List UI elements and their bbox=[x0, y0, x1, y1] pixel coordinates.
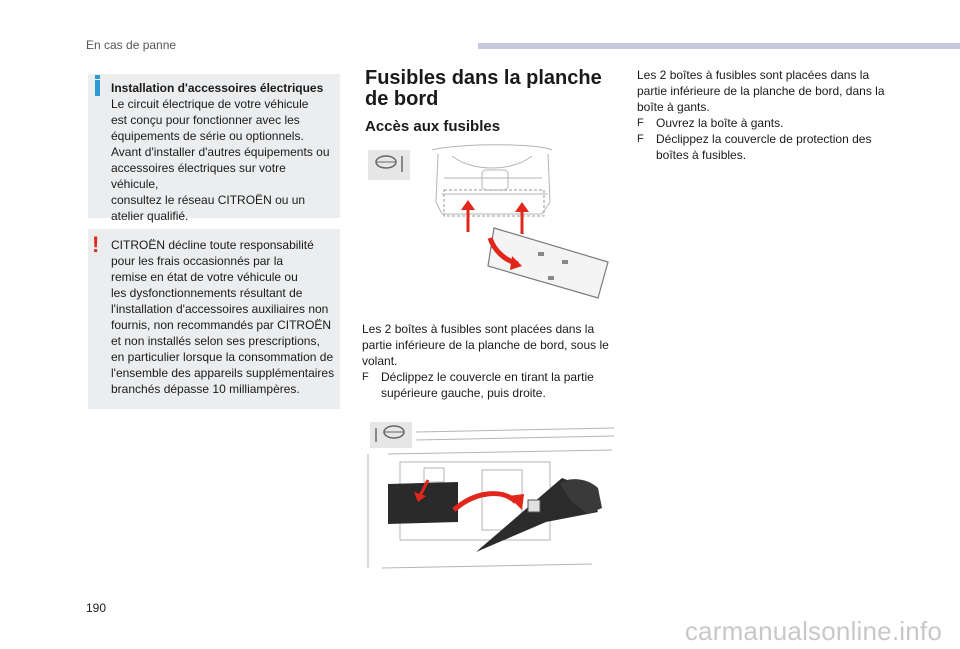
watermark: carmanualsonline.info bbox=[684, 616, 942, 646]
page-number: 190 bbox=[86, 601, 107, 615]
header-title: En cas de panne bbox=[86, 38, 177, 52]
info-box-text: Le circuit électrique de votre véhicule est conçu pour fonctionner avec les équipements de série ou optionnels. Avant d'installer d'autres équipements ou accessoires électriques sur votre véhicule, consultez le réseau CITROËN ou un atelier qualifié. bbox=[111, 97, 330, 223]
under-wheel-paragraph: Les 2 boîtes à fusibles sont placées dans la partie inférieure de la planche de bord, sous le volant. bbox=[362, 322, 609, 368]
fusebox-glovebox-illustration bbox=[362, 418, 616, 578]
info-box-title: Installation d'accessoires électriques bbox=[111, 81, 324, 95]
pull-arrow-icon bbox=[461, 200, 475, 210]
steering-wheel-icon bbox=[368, 150, 410, 180]
warning-box-text: CITROËN décline toute responsabilité pour les frais occasionnés par la remise en état de votre véhicule ou les dysfonctionnements résultant de l'installation d'accessoires auxiliaires non fournis, non recommandés par CITROËN et non installés selon ses prescriptions, en particulier lorsque la consommation de l'ensemble des appareils supplémentaires branchés dépasse 10 milliampères. bbox=[111, 238, 335, 396]
list-item-text: Ouvrez la boîte à gants. bbox=[656, 116, 784, 130]
swing-arrow-icon bbox=[508, 494, 524, 510]
list-item-text: Déclippez la couvercle de protection des boîtes à fusibles. bbox=[656, 132, 872, 162]
info-icon bbox=[95, 80, 100, 96]
section-title: Fusibles dans la planche de bord bbox=[365, 67, 602, 110]
section-subtitle: Accès aux fusibles bbox=[365, 118, 501, 135]
arrow-bullet-icon: F bbox=[637, 117, 644, 129]
glovebox-paragraph: Les 2 boîtes à fusibles sont placées dans la partie inférieure de la planche de bord, dans la boîte à gants. bbox=[637, 68, 885, 114]
under-wheel-instructions bbox=[362, 321, 624, 401]
list-item bbox=[362, 369, 624, 401]
fusebox-under-wheel-illustration bbox=[362, 142, 616, 300]
steering-wheel-icon bbox=[370, 422, 412, 448]
arrow-bullet-icon: F bbox=[637, 133, 644, 145]
header-bar bbox=[478, 43, 960, 49]
warning-box bbox=[88, 229, 340, 409]
list-item-text: Déclippez le couvercle en tirant la partie supérieure gauche, puis droite. bbox=[381, 370, 594, 400]
exclamation-icon: ! bbox=[92, 232, 100, 257]
list-item bbox=[637, 131, 899, 163]
arrow-bullet-icon: F bbox=[362, 371, 369, 383]
list-item bbox=[637, 115, 899, 131]
pull-arrow-icon bbox=[515, 202, 529, 212]
glovebox-instructions bbox=[637, 67, 899, 163]
info-box bbox=[88, 74, 340, 223]
